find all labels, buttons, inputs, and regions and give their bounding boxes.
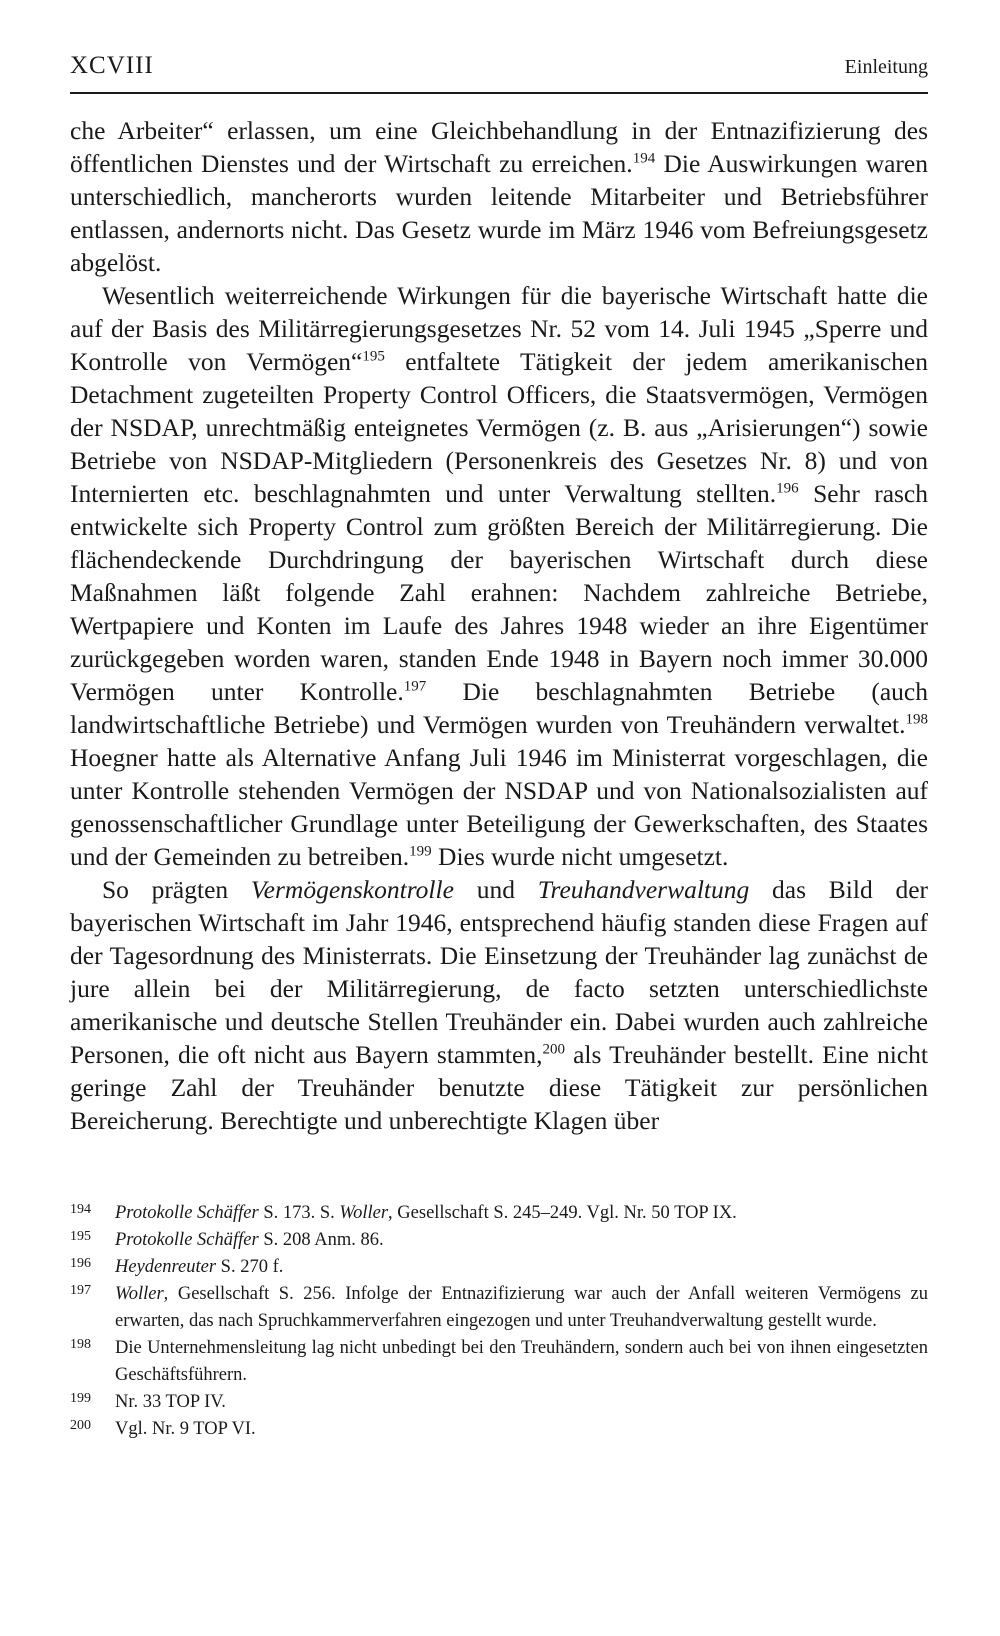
body-text <box>70 114 928 1137</box>
footnote <box>70 1200 928 1227</box>
text-run: Die Auswirkungen waren unterschiedlich, mancherorts wurden leitende Mitarbeiter und Betriebsführer entlassen, andernorts nicht. Das Gesetz wurde im März 1946 vom Befreiungsgesetz abgelöst. <box>70 149 928 277</box>
footnote-reference: 200 <box>542 1041 565 1058</box>
footnote-reference: 197 <box>403 678 427 695</box>
text-run: che Arbeiter“ erlassen, um eine Gleichbehandlung in der Entnazifizierung des öffentlichen Dienstes und der Wirtschaft zu erreichen. <box>70 116 928 178</box>
text-run: S. 173. S. <box>258 1203 340 1223</box>
footnote <box>70 1389 928 1416</box>
footnote-number: 197 <box>70 1283 91 1298</box>
text-run: Die beschlagnahmten Betriebe (auch landwirtschaftliche Betriebe) und Vermögen wurden von Treuhändern verwaltet. <box>70 677 928 739</box>
text-run: als Treuhänder bestellt. Eine nicht geringe Zahl der Treuhänder benutzte diese Tätigkeit zur persönlichen Bereicherung. Berechtigte und unberechtigte Klagen über <box>70 1040 928 1135</box>
italic-text: Treuhandverwaltung <box>537 875 750 904</box>
text-run: und <box>453 875 538 904</box>
footnote-reference: 196 <box>776 480 799 497</box>
footnote-number: 195 <box>70 1229 91 1244</box>
italic-text: Woller <box>115 1284 164 1304</box>
text-run: So prägten <box>102 875 251 904</box>
footnote-reference: 195 <box>362 348 385 365</box>
text-run: Sehr rasch entwickelte sich Property Control zum größten Bereich der Militärregierung. Die flächendeckende Durchdringung der bayerischen Wirtschaft durch diese Maßnahmen läßt folgende Zahl erahnen: Nachdem zahlreiche Betriebe, Wertpapiere und Konten im Laufe des Jahres 1948 wieder an ihre Eigentümer zurückgegeben worden waren, standen Ende 1948 in Bayern noch immer 30.000 Vermögen unter Kontrolle. <box>70 479 929 706</box>
italic-text: Heydenreuter <box>115 1257 217 1277</box>
italic-text: Vermögenskontrolle <box>250 875 454 904</box>
text-run: Dies wurde nicht umgesetzt. <box>431 842 729 871</box>
footnote <box>70 1416 928 1443</box>
footnote-reference: 199 <box>409 843 432 860</box>
header-rule <box>70 92 928 94</box>
text-run: Hoegner hatte als Alternative Anfang Juli 1946 im Ministerrat vorgeschlagen, die unter Kontrolle stehenden Vermögen der NSDAP und von Nationalsozialisten auf genossenschaftlicher Grundlage unter Beteiligung der Gewerkschaften, des Staates und der Gemeinden zu betreiben. <box>70 743 928 871</box>
text-run: Die Unternehmensleitung lag nicht unbedingt bei den Treuhändern, sondern auch bei von ihnen eingesetzten Geschäftsführern. <box>115 1338 928 1385</box>
text-run: Wesentlich weiterreichende Wirkungen für die bayerische Wirtschaft hatte die auf der Basis des Militärregierungsgesetzes Nr. 52 vom 14. Juli 1945 „Sperre und Kontrolle von Vermögen“ <box>70 281 928 376</box>
paragraph <box>70 873 928 1137</box>
text-run: Vgl. Nr. 9 TOP VI. <box>115 1419 256 1439</box>
paragraph <box>70 279 928 873</box>
footnotes <box>70 1200 928 1443</box>
footnote <box>70 1227 928 1254</box>
text-run: , Gesellschaft S. 245–249. Vgl. Nr. 50 TOP IX. <box>388 1203 737 1223</box>
text-run: , Gesellschaft S. 256. Infolge der Entnazifizierung war auch der Anfall weiteren Vermögens zu erwarten, das nach Spruchkammerverfahren eingezogen und unter Treuhandverwaltung gestellt wurde. <box>115 1284 928 1331</box>
footnote <box>70 1335 928 1389</box>
italic-text: Protokolle Schäffer <box>115 1230 259 1250</box>
footnote <box>70 1254 928 1281</box>
running-head: Einleitung <box>844 56 928 78</box>
footnote <box>70 1281 928 1335</box>
footnote-number: 199 <box>70 1391 91 1406</box>
text-run: das Bild der bayerischen Wirtschaft im Jahr 1946, entsprechend häufig standen diese Fragen auf der Tagesordnung des Ministerrats. Die Einsetzung der Treuhänder lag zunächst de jure allein bei der Militärregierung, de facto setzten unterschiedlichste amerikanische und deutsche Stellen Treuhänder ein. Dabei wurden auch zahlreiche Personen, die oft nicht aus Bayern stammten, <box>70 875 929 1069</box>
italic-text: Protokolle Schäffer <box>115 1203 259 1223</box>
page-header <box>70 52 928 92</box>
footnote-reference: 194 <box>632 150 656 167</box>
text-run: S. 270 f. <box>216 1257 284 1277</box>
text-run: Nr. 33 TOP IV. <box>115 1392 226 1412</box>
italic-text: Woller <box>339 1203 389 1223</box>
footnote-number: 200 <box>70 1418 91 1433</box>
footnote-number: 198 <box>70 1337 91 1352</box>
page-number: XCVIII <box>70 52 154 79</box>
paragraph <box>70 114 928 279</box>
text-run: entfaltete Tätigkeit der jedem amerikanischen Detachment zugeteilten Property Control Officers, die Staatsvermögen, Vermögen der NSDAP, unrechtmäßig enteignetes Vermögen (z. B. aus „Arisierungen“) sowie Betriebe von NSDAP-Mitgliedern (Personenkreis des Gesetzes Nr. 8) und von Internierten etc. beschlagnahmten und unter Verwaltung stellten. <box>70 347 929 508</box>
footnote-number: 194 <box>70 1202 91 1217</box>
text-run: S. 208 Anm. 86. <box>258 1230 384 1250</box>
footnote-number: 196 <box>70 1256 91 1271</box>
footnote-reference: 198 <box>905 711 928 728</box>
